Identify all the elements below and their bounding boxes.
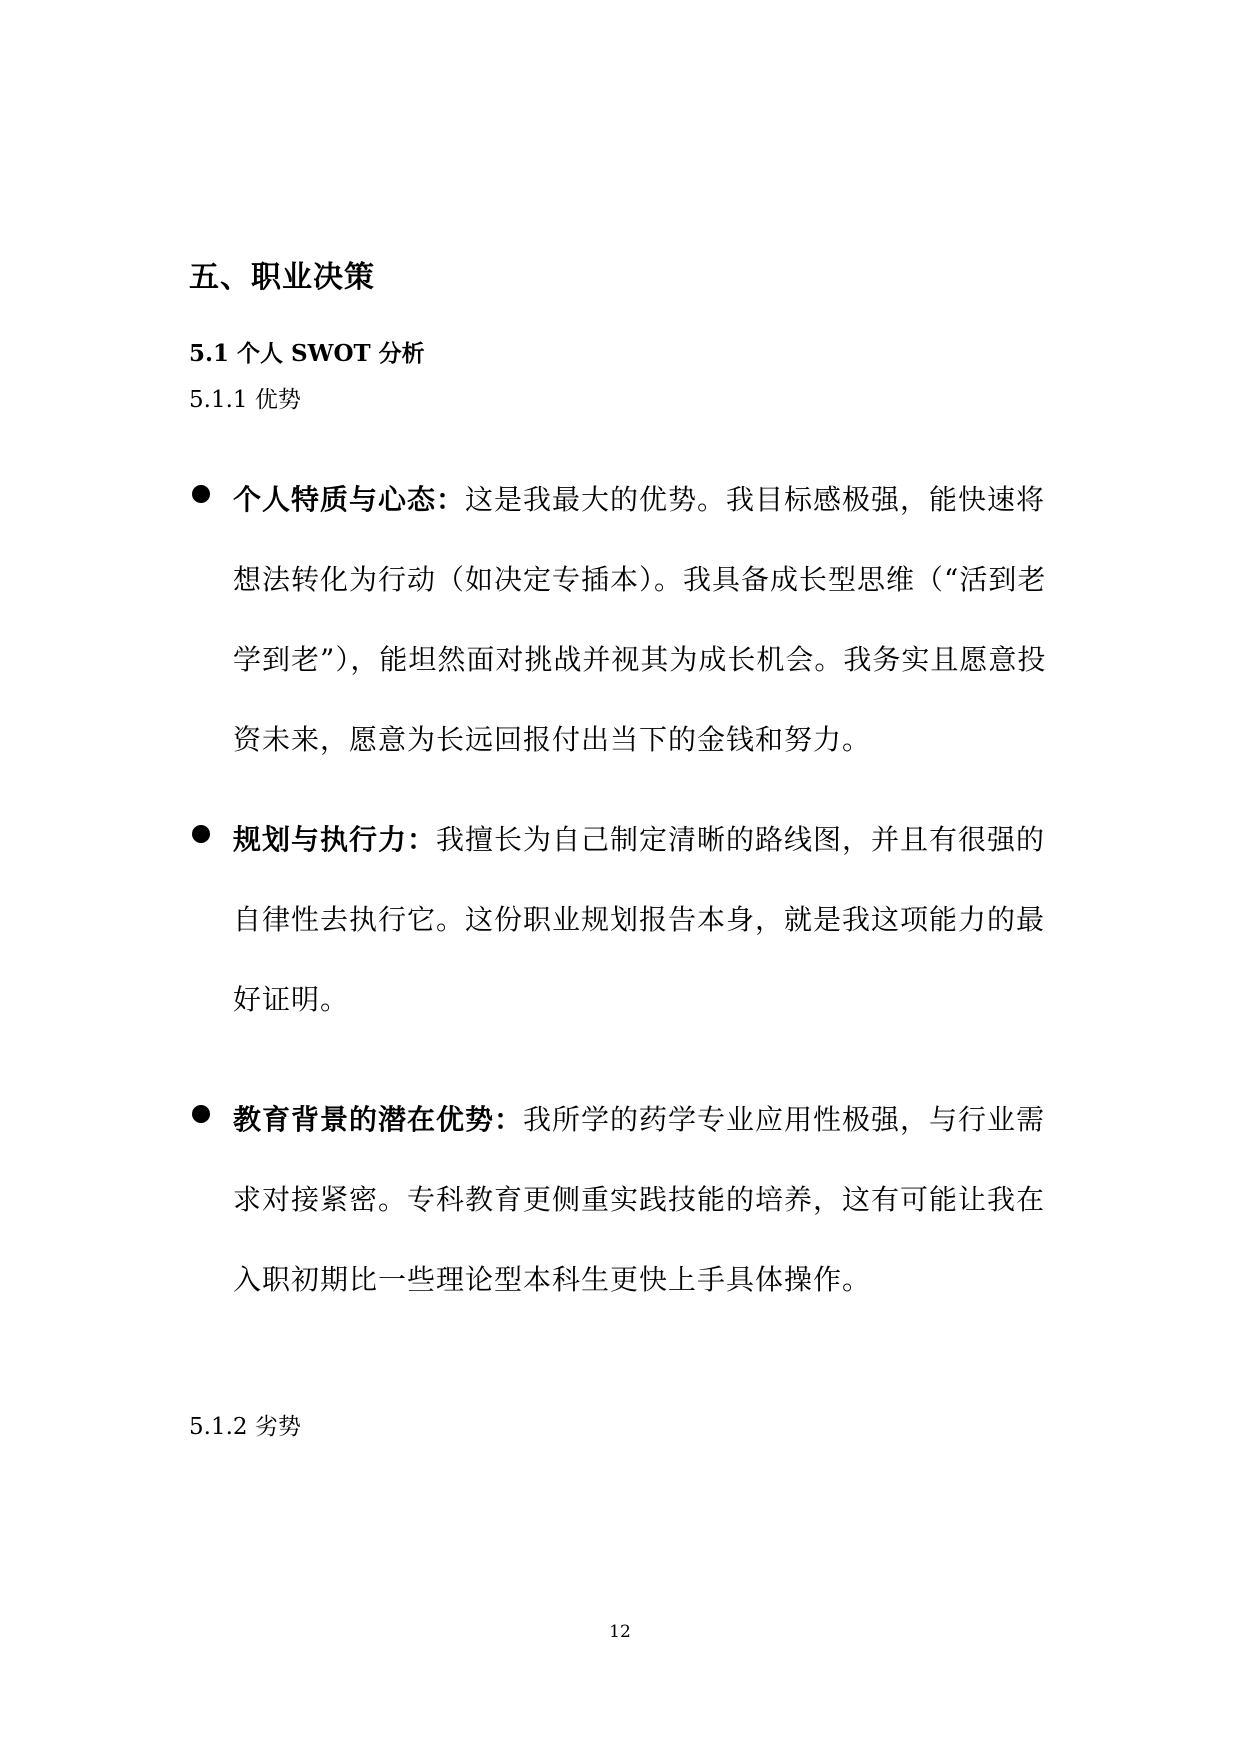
strength-item-text [233, 460, 1069, 780]
strength-item-text [233, 800, 1069, 1040]
subsection-strengths-heading: 5.1.1 优势 [189, 387, 301, 413]
strength-item-personal-traits [189, 460, 1069, 780]
bullet-dot-icon [192, 1105, 210, 1123]
strength-item-body: 我所学的药学专业应用性极强，与行业需求对接紧密。专科教育更侧重实践技能的培养，这有可能让我在入职初期比一些理论型本科生更快上手具体操作。 [233, 1103, 1046, 1296]
strength-item-lead: 教育背景的潜在优势： [233, 1103, 524, 1136]
strength-item-lead: 规划与执行力： [233, 823, 437, 856]
strength-item-body: 这是我最大的优势。我目标感极强，能快速将想法转化为行动（如决定专插本）。我具备成长型思维（“活到老学到老”），能坦然面对挑战并视其为成长机会。我务实且愿意投资未来，愿意为长远回报付出当下的金钱和努力。 [233, 483, 1047, 756]
page-number: 12 [609, 1622, 631, 1642]
strength-item-education [189, 1080, 1069, 1320]
subsection-weaknesses-heading: 5.1.2 劣势 [189, 1414, 301, 1440]
bullet-dot-icon [192, 485, 210, 503]
section-title: 5.1 个人 SWOT 分析 [189, 340, 425, 367]
bullet-dot-icon [192, 825, 210, 843]
chapter-title: 五、职业决策 [189, 260, 375, 295]
strength-item-text [233, 1080, 1069, 1320]
strength-item-planning [189, 800, 1069, 1040]
strength-item-lead: 个人特质与心态： [233, 483, 466, 516]
strength-item-body: 我擅长为自己制定清晰的路线图，并且有很强的自律性去执行它。这份职业规划报告本身，就是我这项能力的最好证明。 [233, 823, 1046, 1016]
